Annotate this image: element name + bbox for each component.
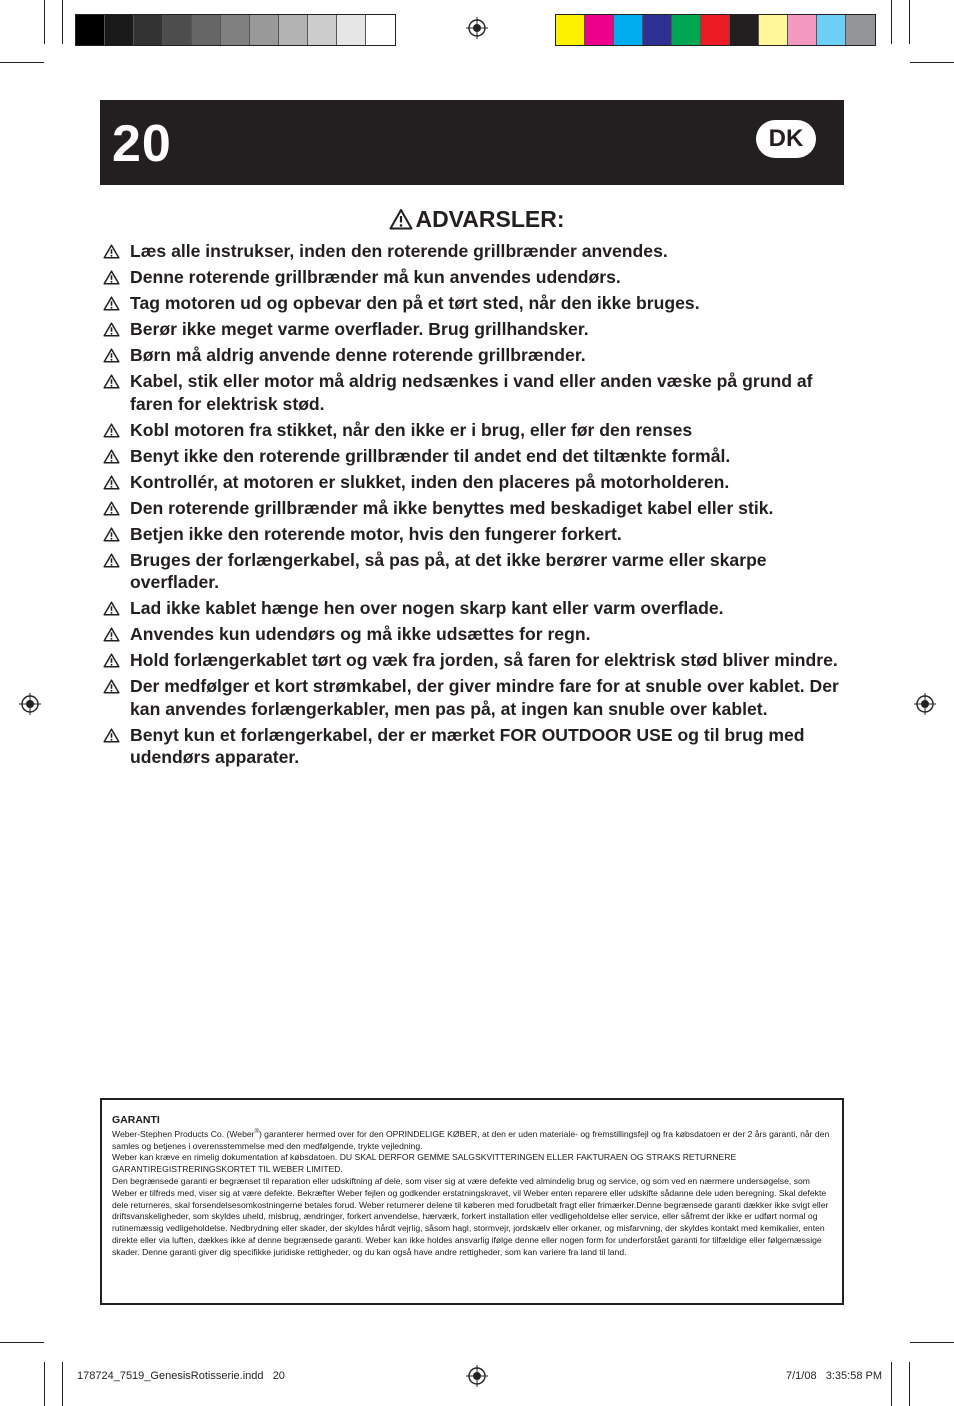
crop-mark xyxy=(62,1362,63,1406)
warning-item xyxy=(103,675,848,720)
language-badge: DK xyxy=(756,120,816,158)
warning-item xyxy=(103,649,848,672)
warning-triangle-icon xyxy=(103,527,120,542)
warning-item xyxy=(103,240,848,263)
color-swatch xyxy=(701,15,730,45)
crop-mark xyxy=(909,1362,910,1406)
color-swatch xyxy=(250,15,279,45)
guarantee-text: ) garanterer hermed over for den OPRINDELIGE KØBER, at den er uden materiale- og fremstillingsfejl og fra købsdatoen er der 2 års garanti, når den samles og betjenes i overensstemmelse med den medfølgende, trykte vejledning. xyxy=(112,1128,830,1151)
warning-triangle-icon xyxy=(103,501,120,516)
page-number: 20 xyxy=(112,115,172,173)
warning-triangle-icon xyxy=(103,553,120,568)
warning-text: Benyt kun et forlængerkabel, der er mærket FOR OUTDOOR USE og til brug med udendørs apparater. xyxy=(130,724,805,767)
warning-triangle-icon xyxy=(103,653,120,668)
color-swatch xyxy=(556,15,585,45)
registration-mark-icon xyxy=(466,17,488,39)
warning-text: Kobl motoren fra stikket, når den ikke er i brug, eller før den renses xyxy=(130,419,693,440)
crop-mark xyxy=(0,62,44,63)
crop-mark xyxy=(909,0,910,44)
crop-mark xyxy=(0,1342,44,1343)
warning-triangle-icon xyxy=(103,449,120,464)
color-swatch xyxy=(279,15,308,45)
warning-text: Børn må aldrig anvende denne roterende grillbrænder. xyxy=(130,345,586,365)
guarantee-paragraph: Den begrænsede garanti er begrænset til reparation eller udskiftning af dele, som viser sig at være defekte ved almindelig brug og service, og som ved en nærmere undersøgelse, som Weber er tilfreds med, viser sig at være defekte. Bekræfter Weber fejlen og godkender erstatningskravet, vil Weber enten reparere eller udskifte sådanne dele uden beregning. Skal defekte dele returneres, skal forsendelsesomkostningerne betales forud. Weber returnerer delene til køberen med forudbetalt fragt eller frimærker.Denne begrænsede garanti dækker ikke svigt eller driftsvanskeligheder, som skyldes uheld, misbrug, ændringer, forkert anvendelse, hærværk, forkert installation eller vedligeholdelse eller service, eller såfremt der ikke er udført normal og rutinemæssig vedligeholdelse. Nedbrydning eller skader, der skyldes hårdt vejrlig, såsom hagl, stormvejr, jordskælv eller orkaner, og misfarvning, der skyldes kontakt med kemikalier, enten direkte eller via luften, dækkes ikke af denne begrænsede garanti. Weber kan ikke holdes ansvarlig ifølge denne eller nogen form for underforstået garanti for tilfældige eller følgemæssige skader. Denne garanti giver dig specifikke juridiske rettigheder, og du kan også have andre rettigheder, som kan variere fra land til land. xyxy=(112,1176,829,1257)
warning-text: Læs alle instrukser, inden den roterende grillbrænder anvendes. xyxy=(130,241,668,261)
warning-item xyxy=(103,318,848,341)
warning-text: Bruges der forlængerkabel, så pas på, at det ikke berører varme eller skarpe overflader. xyxy=(130,549,767,592)
warning-item xyxy=(103,549,848,594)
crop-mark xyxy=(62,0,63,44)
warning-item xyxy=(103,292,848,315)
crop-mark xyxy=(910,62,954,63)
crop-mark xyxy=(44,1362,45,1406)
warning-text: Betjen ikke den roterende motor, hvis den fungerer forkert. xyxy=(130,523,622,544)
registration-mark-icon xyxy=(914,693,936,715)
guarantee-paragraph: Weber kan kræve en rimelig dokumentation af købsdatoen. DU SKAL DERFOR GEMME SALGSKVITTERINGEN ELLER FAKTURAEN OG STRAKS RETURNERE GARANTIREGISTRERINGSKORTET TIL WEBER LIMITED. xyxy=(112,1152,737,1175)
color-swatch xyxy=(788,15,817,45)
color-swatch xyxy=(308,15,337,45)
color-swatch xyxy=(221,15,250,45)
warning-item xyxy=(103,419,848,442)
warning-triangle-icon xyxy=(103,244,120,259)
warning-item xyxy=(103,623,848,646)
warning-item xyxy=(103,445,848,468)
registration-mark-icon xyxy=(466,1365,488,1387)
registration-mark-icon xyxy=(19,693,41,715)
warning-text: Tag motoren ud og opbevar den på et tørt sted, når den ikke bruges. xyxy=(130,293,700,313)
warning-triangle-icon xyxy=(103,296,120,311)
color-swatch xyxy=(846,15,875,45)
warning-text: Benyt ikke den roterende grillbrænder til andet end det tiltænkte formål. xyxy=(130,445,731,466)
guarantee-box xyxy=(100,1098,844,1305)
warnings-title: ADVARSLER: xyxy=(415,206,565,232)
color-swatch xyxy=(817,15,846,45)
footer-file-info: 178724_7519_GenesisRotisserie.indd 20 xyxy=(77,1370,285,1382)
footer-timestamp: 7/1/08 3:35:58 PM xyxy=(785,1370,882,1382)
grayscale-color-bar xyxy=(75,14,396,46)
crop-mark xyxy=(891,0,892,44)
warning-item xyxy=(103,471,848,494)
color-swatch xyxy=(192,15,221,45)
warning-item xyxy=(103,344,848,367)
warning-item xyxy=(103,724,848,769)
color-swatch xyxy=(163,15,192,45)
color-swatch xyxy=(672,15,701,45)
warning-item xyxy=(103,497,848,520)
warning-text: Berør ikke meget varme overflader. Brug grillhandsker. xyxy=(130,319,589,339)
warning-triangle-icon xyxy=(103,374,120,389)
color-swatch xyxy=(76,15,105,45)
warning-text: Denne roterende grillbrænder må kun anvendes udendørs. xyxy=(130,267,621,287)
warning-triangle-icon xyxy=(389,208,413,230)
crop-mark xyxy=(44,0,45,44)
registered-mark: ® xyxy=(254,1129,259,1135)
warning-text: Der medfølger et kort strømkabel, der giver mindre fare for at snuble over kablet. Der kan anvendes forlængerkabler, men pas på, at ingen kan snuble over kablet. xyxy=(130,676,839,719)
warning-triangle-icon xyxy=(103,270,120,285)
warning-item xyxy=(103,266,848,289)
color-swatch xyxy=(134,15,163,45)
warning-triangle-icon xyxy=(103,679,120,694)
warning-text: Kontrollér, at motoren er slukket, inden den placeres på motorholderen. xyxy=(130,471,730,492)
warning-item xyxy=(103,597,848,620)
color-swatch xyxy=(730,15,759,45)
warning-item xyxy=(103,370,848,415)
crop-mark xyxy=(910,1342,954,1343)
warning-text: Kabel, stik eller motor må aldrig nedsænkes i vand eller anden væske på grund af faren for elektrisk stød. xyxy=(130,371,813,414)
warning-item xyxy=(103,523,848,546)
warning-triangle-icon xyxy=(103,728,120,743)
color-swatch xyxy=(643,15,672,45)
crop-mark xyxy=(891,1362,892,1406)
warning-triangle-icon xyxy=(103,475,120,490)
color-swatch xyxy=(614,15,643,45)
color-swatch xyxy=(366,15,395,45)
warning-triangle-icon xyxy=(103,322,120,337)
guarantee-title: GARANTI xyxy=(112,1114,160,1126)
guarantee-text: Weber-Stephen Products Co. (Weber xyxy=(112,1128,255,1139)
warning-triangle-icon xyxy=(103,423,120,438)
warnings-list xyxy=(103,240,848,772)
warning-triangle-icon xyxy=(103,627,120,642)
guarantee-paragraph xyxy=(112,1127,830,1152)
warnings-heading xyxy=(0,206,954,233)
color-swatch xyxy=(337,15,366,45)
warning-text: Hold forlængerkablet tørt og væk fra jorden, så faren for elektrisk stød bliver mindre. xyxy=(130,650,838,670)
color-swatch xyxy=(105,15,134,45)
warning-triangle-icon xyxy=(103,348,120,363)
process-color-bar xyxy=(555,14,876,46)
warning-text: Den roterende grillbrænder må ikke benyttes med beskadiget kabel eller stik. xyxy=(130,497,774,518)
warning-text: Lad ikke kablet hænge hen over nogen skarp kant eller varm overflade. xyxy=(130,598,724,618)
warning-triangle-icon xyxy=(103,601,120,616)
color-swatch xyxy=(585,15,614,45)
page-header-bar xyxy=(100,100,844,185)
warning-text: Anvendes kun udendørs og må ikke udsættes for regn. xyxy=(130,624,591,644)
color-swatch xyxy=(759,15,788,45)
